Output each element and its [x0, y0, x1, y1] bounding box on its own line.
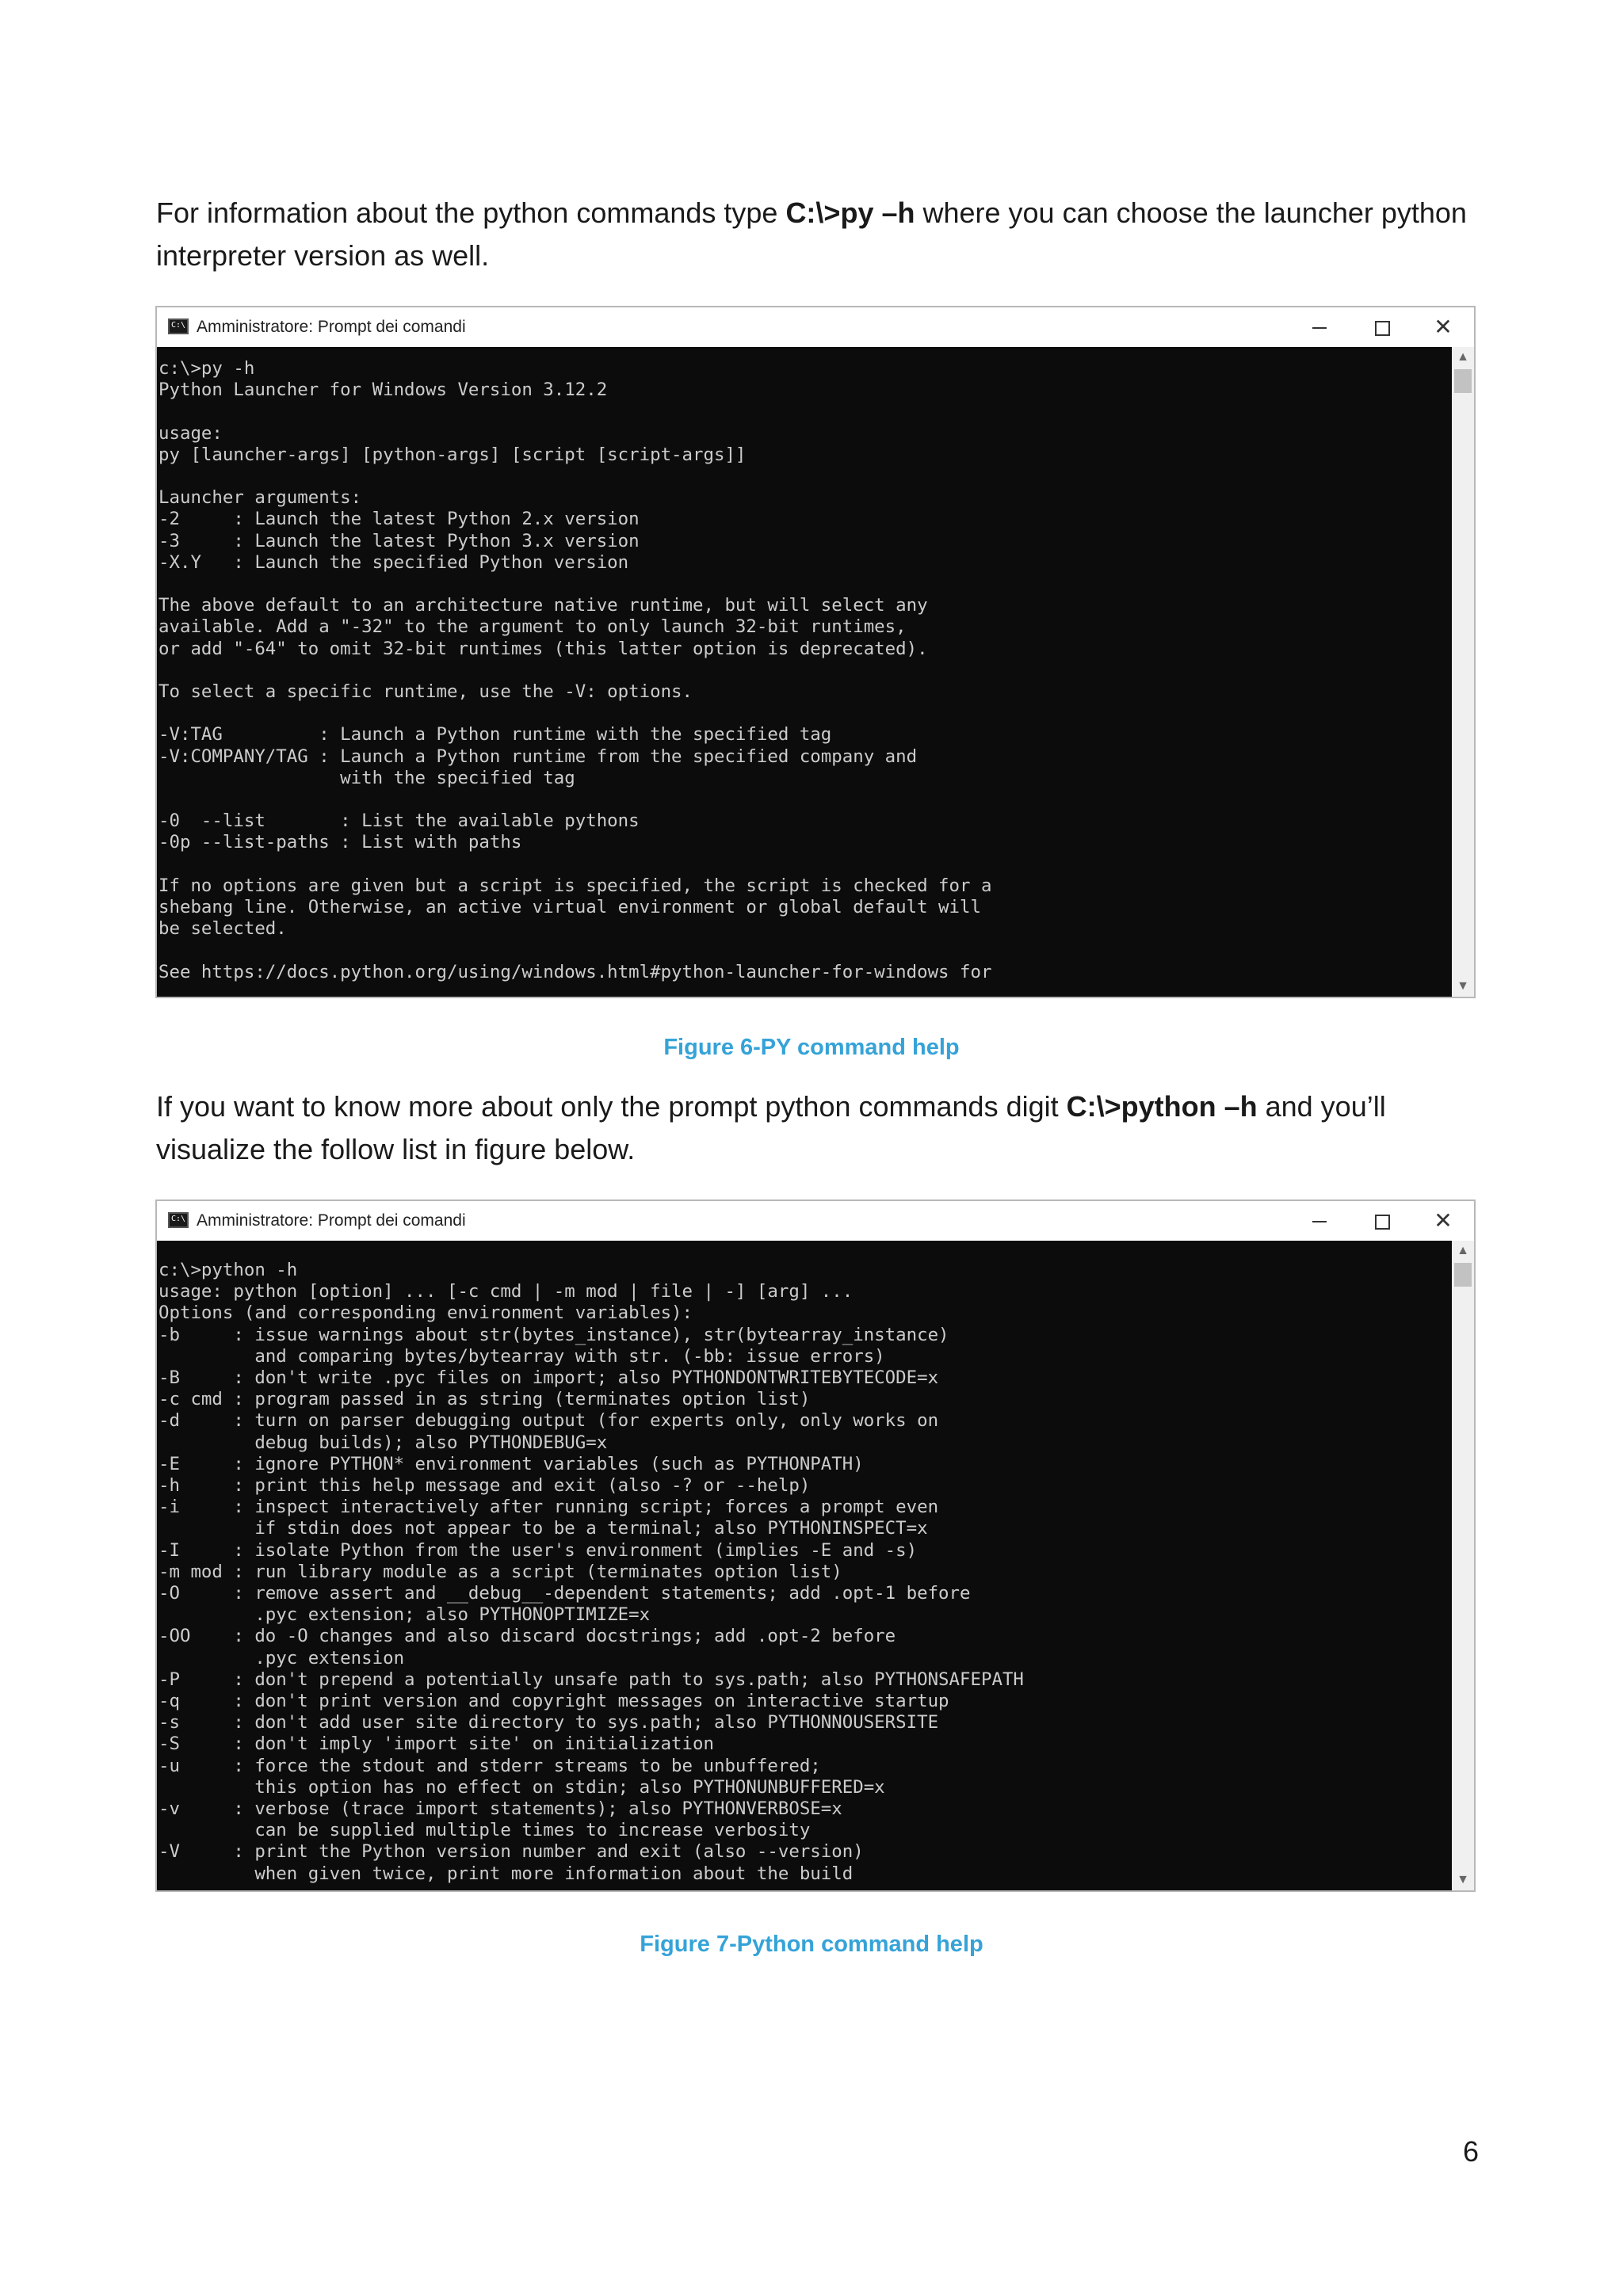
intro-command: C:\>py –h — [785, 196, 915, 229]
figure6-console-area[interactable] — [157, 347, 1474, 997]
minimize-icon[interactable] — [1289, 1204, 1350, 1238]
figure6-scrollbar[interactable] — [1452, 347, 1474, 997]
page-number: 6 — [1462, 2135, 1479, 2168]
command-prompt-icon — [168, 1212, 189, 1228]
intro-text-2: where you can choose the launcher python interpreter version as well. — [156, 196, 1467, 272]
figure7-console-text: c:\>python -h usage: python [option] ... [-c cmd | -m mod | file | -] [arg] ... Options (and corresponding environment variables): -b : issue warnings about str(bytes_instance), str(bytearray_instance) and comparing bytes/bytearray with str. (-bb: issue errors) -B : don't write .pyc files on import; also PYTHONDONTWRITEBYTECODE=x -c cmd : program passed in as string (terminates option list) -d : turn on parser debugging output (for experts only, only works on debug builds); also PYTHONDEBUG=x -E : ignore PYTHON* environment variables (such as PYTHONPATH) -h : print this help message and exit (also -? or --help) -i : inspect interactively after running script; forces a prompt even if stdin does not appear to be a terminal; also PYTHONINSPECT=x -I : isolate Python from the user's environment (implies -E and -s) -m mod : run library module as a script (terminates option list) -O : remove assert and __debug__-dependent statements; add .opt-1 before .pyc extension; also PYTHONOPTIMIZE=x -OO : do -O changes and also discard docstrings; add .opt-2 before .pyc extension -P : don't prepend a potentially unsafe path to sys.path; also PYTHONSAFEPATH -q : don't print version and copyright messages on interactive startup -s : don't add user site directory to sys.path; also PYTHONNOUSERSITE -S : don't imply 'import site' on initialization -u : force the stdout and stderr streams to be unbuffered; this option has no effect on stdin; also PYTHONUNBUFFERED=x -v : verbose (trace import statements); also PYTHONVERBOSE=x can be supplied multiple times to increase verbosity -V : print the Python version number and exit (also --version) when given twice, print more information about the build — [158, 1260, 1024, 1884]
maximize-icon[interactable] — [1350, 311, 1412, 344]
figure7-console-area[interactable] — [157, 1241, 1474, 1890]
figure6-caption: Figure 6-PY command help — [663, 1035, 960, 1060]
scroll-down-icon[interactable]: ▼ — [1457, 1873, 1469, 1886]
intro-text-1: For information about the python commands type — [156, 196, 786, 229]
close-icon[interactable]: ✕ — [1434, 314, 1453, 340]
figure6-window-title: Amministratore: Prompt dei comandi — [197, 318, 466, 336]
middle-text-1: If you want to know more about only the prompt python commands digit — [156, 1090, 1067, 1123]
figure7-scrollbar[interactable] — [1452, 1241, 1474, 1890]
figure6-console-text: c:\>py -h Python Launcher for Windows Version 3.12.2 usage: py [launcher-args] [python-args] [script [script-args]] Launcher arguments: -2 : Launch the latest Python 2.x version -3 : Launch the latest Python 3.x version -X.Y : Launch the specified Python version The above default to an architecture native runtime, but will select any available. Add a "-32" to the argument to only launch 32-bit runtimes, or add "-64" to omit 32-bit runtimes (this latter option is deprecated). To select a specific runtime, use the -V: options. -V:TAG : Launch a Python runtime with the specified tag -V:COMPANY/TAG : Launch a Python runtime from the specified company and with the specified tag -0 --list : List the available pythons -0p --list-paths : List with paths If no options are given but a script is specified, the script is checked for a shebang line. Otherwise, an active virtual environment or global default will be selected. See https://docs.python.org/using/windows.html#python-launcher-for-windows for — [158, 358, 992, 982]
scroll-thumb[interactable] — [1454, 1263, 1472, 1287]
minimize-icon[interactable] — [1289, 311, 1350, 344]
middle-text-2: and you’ll visualize the follow list in figure below. — [156, 1090, 1386, 1165]
middle-paragraph — [156, 1085, 1487, 1171]
scroll-up-icon[interactable]: ▲ — [1457, 1244, 1469, 1257]
middle-command: C:\>python –h — [1066, 1090, 1258, 1123]
scroll-thumb[interactable] — [1454, 369, 1472, 393]
scroll-down-icon[interactable]: ▼ — [1457, 979, 1469, 993]
scroll-up-icon[interactable]: ▲ — [1457, 350, 1469, 364]
figure7-caption: Figure 7-Python command help — [640, 1932, 983, 1957]
figure6-console-window — [155, 306, 1476, 998]
figure6-title-bar[interactable] — [157, 307, 1474, 347]
command-prompt-icon — [168, 318, 189, 334]
figure7-title-bar[interactable] — [157, 1201, 1474, 1241]
figure7-console-window — [155, 1199, 1476, 1892]
figure7-window-title: Amministratore: Prompt dei comandi — [197, 1211, 466, 1230]
intro-paragraph — [156, 192, 1487, 277]
close-icon[interactable]: ✕ — [1434, 1207, 1453, 1234]
maximize-icon[interactable] — [1350, 1204, 1412, 1238]
